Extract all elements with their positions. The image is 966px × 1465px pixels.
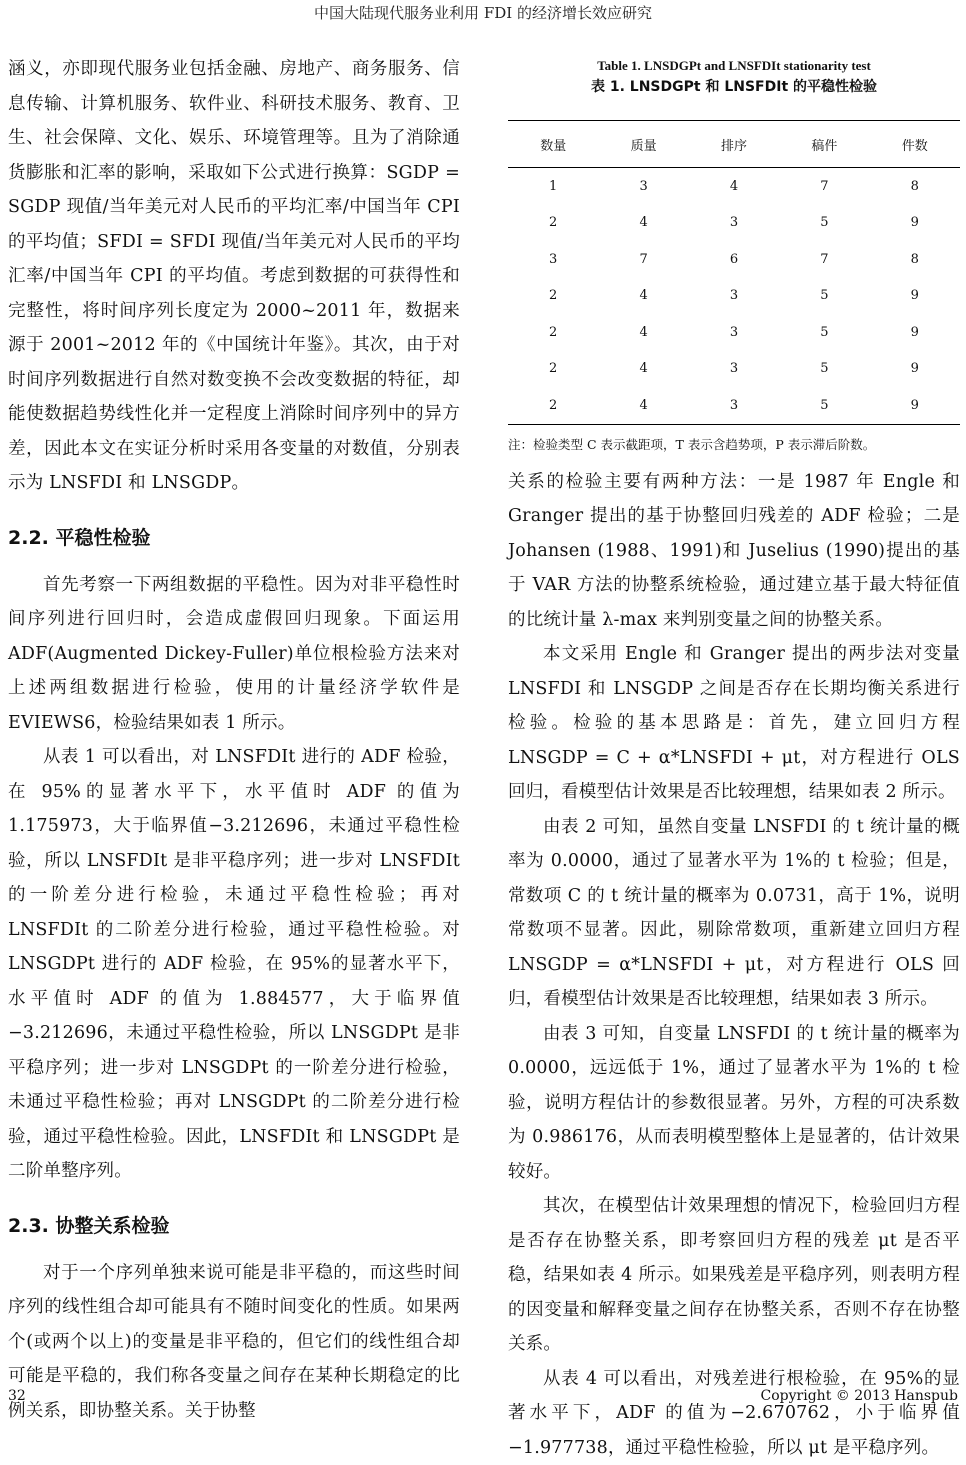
paragraph: 从表 1 可以看出，对 LNSFDIt 进行的 ADF 检验，在 95%的显著水平下，水平值时 ADF 的值为 1.175973，大于临界值−3.212696，未通过平稳性检验，所以 LNSFDIt 是非平稳序列；进一步对 LNSFDIt 的一阶差分进行检验，未通过平稳性检验；再对 LNSFDIt 的二阶差分进行检验，通过平稳性检验。对 LNSGDPt 进行的 ADF 检验，在 95%的显著水平下，水平值时 ADF 的值为 1.884577，大于临界值−3.212696，未通过平稳性检验，所以 LNSGDPt 是非平稳序列；进一步对 LNSGDPt 的一阶差分进行检验，未通过平稳性检验；再对 LNSGDPt 的二阶差分进行检验，通过平稳性检验。因此，LNSFDIt 和 LNSGDPt 是二阶单整序列。	[8, 740, 460, 1189]
table-cell: 2	[508, 351, 598, 388]
column-header: 数量	[508, 121, 598, 168]
table-cell: 5	[779, 387, 869, 424]
table-cell: 9	[870, 387, 960, 424]
table-cell: 8	[870, 168, 960, 205]
table-row	[508, 314, 960, 351]
table-cell: 7	[779, 241, 869, 278]
table-note: 注：检验类型 C 表示截距项，T 表示含趋势项，P 表示滞后阶数。	[508, 435, 960, 453]
table-row	[508, 387, 960, 424]
table-cell: 9	[870, 278, 960, 315]
section-heading-2-3: 2.3. 协整关系检验	[8, 1211, 460, 1238]
table-cell: 3	[689, 314, 779, 351]
paragraph: 本文采用 Engle 和 Granger 提出的两步法对变量 LNSFDI 和 LNSGDP 之间是否存在长期均衡关系进行检验。检验的基本思路是：首先，建立回归方程 LNSGDP = C + α*LNSFDI + μt，对方程进行 OLS 回归，看模型估计效果是否比较理想，结果如表 2 所示。	[508, 637, 960, 810]
table-cell: 1	[508, 168, 598, 205]
table-cell: 3	[508, 241, 598, 278]
table-cell: 9	[870, 205, 960, 242]
table-cell: 6	[689, 241, 779, 278]
table-cell: 5	[779, 314, 869, 351]
table-cell: 5	[779, 278, 869, 315]
table-cell: 3	[689, 387, 779, 424]
column-header: 稿件	[779, 121, 869, 168]
left-column	[8, 52, 460, 1428]
table-row	[508, 351, 960, 388]
table-caption	[508, 58, 960, 96]
column-header: 件数	[870, 121, 960, 168]
section-heading-2-2: 2.2. 平稳性检验	[8, 523, 460, 550]
table-cell: 7	[598, 241, 688, 278]
table-cell: 4	[598, 387, 688, 424]
paragraph: 由表 3 可知，自变量 LNSFDI 的 t 统计量的概率为 0.0000，远远低于 1%，通过了显著水平为 1%的 t 检验，说明方程估计的参数很显著。另外，方程的可决系数为 0.986176，从而表明模型整体上是显著的，估计效果较好。	[508, 1017, 960, 1190]
table-cell: 2	[508, 278, 598, 315]
right-column	[508, 52, 960, 1465]
table-row	[508, 205, 960, 242]
table-cell: 2	[508, 205, 598, 242]
paragraph: 首先考察一下两组数据的平稳性。因为对非平稳性时间序列进行回归时，会造成虚假回归现象。下面运用 ADF(Augmented Dickey-Fuller)单位根检验方法来对上述两组数据进行检验，使用的计量经济学软件是 EVIEWS6，检验结果如表 1 所示。	[8, 568, 460, 741]
table-cell: 3	[689, 278, 779, 315]
table-cell: 4	[598, 314, 688, 351]
table-row	[508, 241, 960, 278]
column-header: 排序	[689, 121, 779, 168]
paragraph: 其次，在模型估计效果理想的情况下，检验回归方程是否存在协整关系，即考察回归方程的残差 μt 是否平稳，结果如表 4 所示。如果残差是平稳序列，则表明方程的因变量和解释变量之间存在协整关系，否则不存在协整关系。	[508, 1189, 960, 1362]
paragraph: 关系的检验主要有两种方法：一是 1987 年 Engle 和 Granger 提出的基于协整回归残差的 ADF 检验；二是 Johansen (1988、1991)和 Juselius (1990)提出的基于 VAR 方法的协整系统检验，通过建立基于最大特征值的比统计量 λ-max 来判别变量之间的协整关系。	[508, 465, 960, 638]
table-row	[508, 168, 960, 205]
table-cell: 3	[689, 351, 779, 388]
table-cell: 3	[689, 205, 779, 242]
table-cell: 2	[508, 314, 598, 351]
table-cell: 5	[779, 205, 869, 242]
copyright: Copyright © 2013 Hanspub	[761, 1388, 958, 1404]
table-cell: 5	[779, 351, 869, 388]
column-header: 质量	[598, 121, 688, 168]
table-cell: 4	[598, 278, 688, 315]
table-caption-en: Table 1. LNSDGPt and LNSFDIt stationarity test	[508, 58, 960, 74]
table-row	[508, 278, 960, 315]
paragraph: 由表 2 可知，虽然自变量 LNSFDI 的 t 统计量的概率为 0.0000，通过了显著水平为 1%的 t 检验；但是，常数项 C 的 t 统计量的概率为 0.0731，高于 1%，说明常数项不显著。因此，剔除常数项，重新建立回归方程 LNSGDP = α*LNSFDI + μt，对方程进行 OLS 回归，看模型估计效果是否比较理想，结果如表 3 所示。	[508, 810, 960, 1017]
paragraph: 涵义，亦即现代服务业包括金融、房地产、商务服务、信息传输、计算机服务、软件业、科研技术服务、教育、卫生、社会保障、文化、娱乐、环境管理等。且为了消除通货膨胀和汇率的影响，采取如下公式进行换算：SGDP = SGDP 现值/当年美元对人民币的平均汇率/中国当年 CPI 的平均值；SFDI = SFDI 现值/当年美元对人民币的平均汇率/中国当年 CPI 的平均值。考虑到数据的可获得性和完整性，将时间序列长度定为 2000~2011 年，数据来源于 2001~2012 年的《中国统计年鉴》。其次，由于对时间序列数据进行自然对数变换不会改变数据的特征，却能使数据趋势线性化并一定程度上消除时间序列中的异方差，因此本文在实证分析时采用各变量的对数值，分别表示为 LNSFDI 和 LNSGDP。	[8, 52, 460, 501]
table-header-row	[508, 121, 960, 168]
table-cell: 8	[870, 241, 960, 278]
table-cell: 7	[779, 168, 869, 205]
page-number: 32	[8, 1388, 26, 1404]
table-cell: 4	[689, 168, 779, 205]
table-cell: 9	[870, 314, 960, 351]
paragraph: 从表 4 可以看出，对残差进行根检验，在 95%的显著水平下，ADF 的值为−2.670762，小于临界值−1.977738，通过平稳性检验，所以 μt 是平稳序列。	[508, 1362, 960, 1465]
table-caption-zh: 表 1. LNSDGPt 和 LNSFDIt 的平稳性检验	[508, 76, 960, 96]
table-cell: 2	[508, 387, 598, 424]
paragraph: 对于一个序列单独来说可能是非平稳的，而这些时间序列的线性组合却可能具有不随时间变化的性质。如果两个(或两个以上)的变量是非平稳的，但它们的线性组合却可能是平稳的，我们称各变量之间存在某种长期稳定的比例关系，即协整关系。关于协整	[8, 1256, 460, 1429]
table-cell: 9	[870, 351, 960, 388]
table-cell: 4	[598, 351, 688, 388]
running-header: 中国大陆现代服务业利用 FDI 的经济增长效应研究	[0, 2, 966, 23]
table-cell: 4	[598, 205, 688, 242]
table-cell: 3	[598, 168, 688, 205]
stationarity-table	[508, 120, 960, 425]
